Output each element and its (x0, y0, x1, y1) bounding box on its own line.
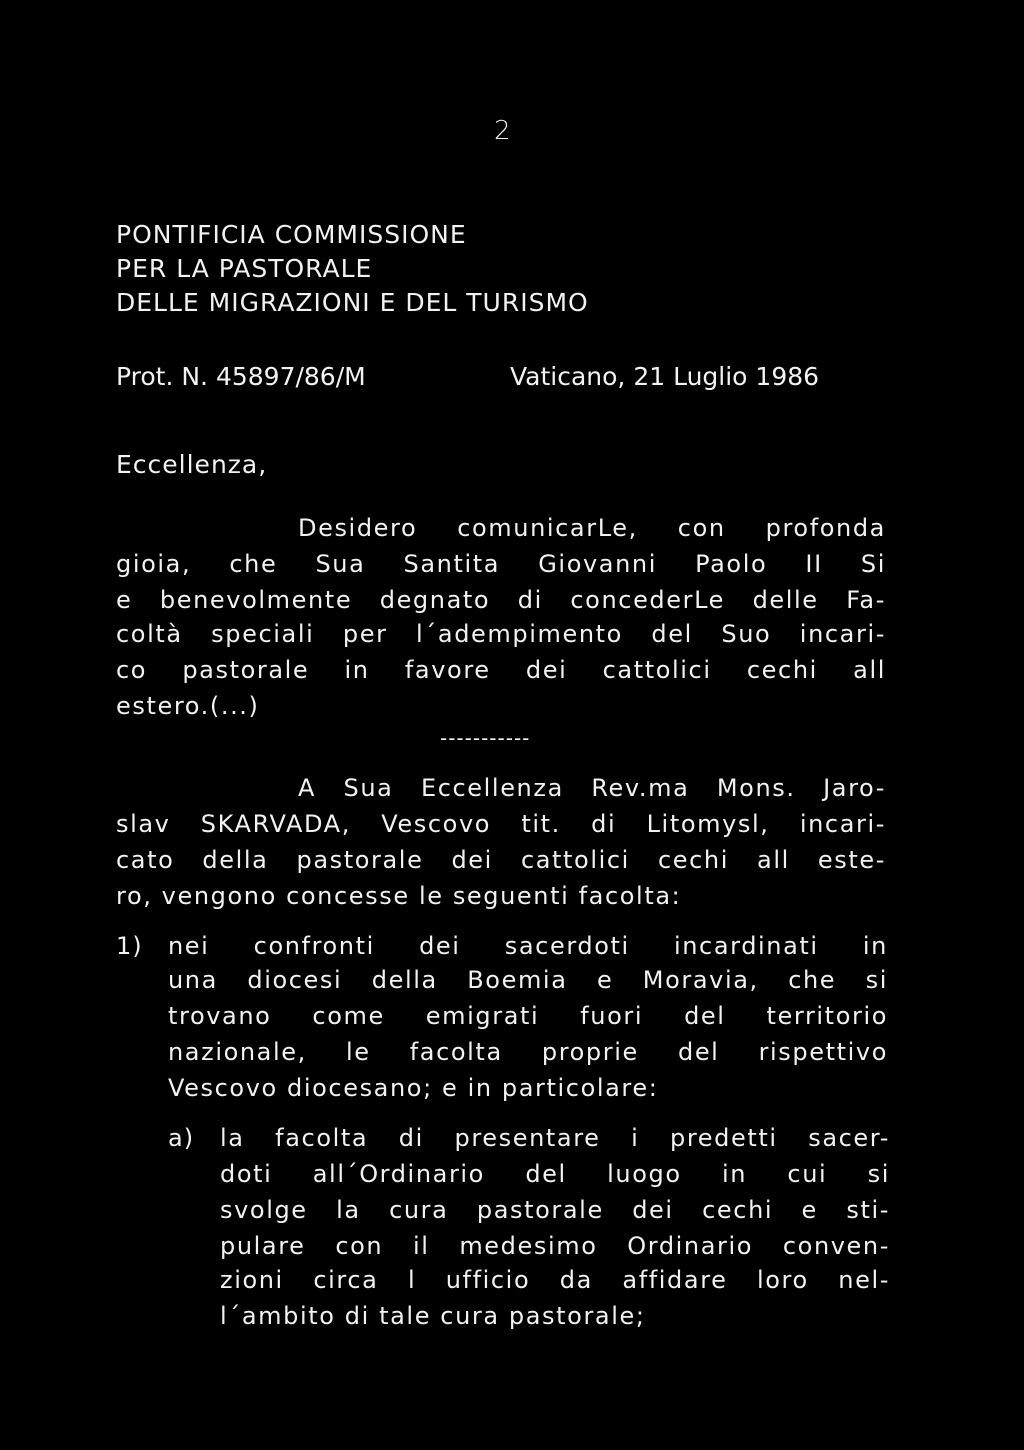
text-line: Desidero comunicarLe, con profonda (298, 514, 886, 542)
text-line: trovano come emigrati fuori del territorio (168, 1002, 888, 1030)
letterhead-line: PER LA PASTORALE (116, 254, 373, 283)
text-line: la facolta di presentare i predetti sacer- (220, 1124, 890, 1152)
text-line: e benevolmente degnato di concederLe delle Fa- (116, 586, 886, 614)
text-line: doti all´Ordinario del luogo in cui si (220, 1160, 890, 1188)
text-line: coltà speciali per l´adempimento del Suo incari- (116, 620, 886, 648)
text-line: l´ambito di tale cura pastorale; (220, 1302, 646, 1330)
separator-line: ----------- (440, 726, 531, 750)
text-line: co pastorale in favore dei cattolici cechi all (116, 656, 886, 684)
item-number: 1) (116, 932, 143, 960)
text-line: cato della pastorale dei cattolici cechi all este- (116, 846, 886, 874)
sub-item-label: a) (168, 1124, 195, 1152)
text-line: A Sua Eccellenza Rev.ma Mons. Jaro- (298, 774, 886, 802)
text-line: nazionale, le facolta proprie del rispettivo (168, 1038, 888, 1066)
salutation: Eccellenza, (116, 450, 268, 479)
text-line: pulare con il medesimo Ordinario conven- (220, 1232, 890, 1260)
text-line: ro, vengono concesse le seguenti facolta: (116, 882, 682, 910)
dateline: Vaticano, 21 Luglio 1986 (510, 362, 820, 391)
text-line: Vescovo diocesano; e in particolare: (168, 1074, 659, 1102)
text-line: slav SKARVADA, Vescovo tit. di Litomysl, incari- (116, 810, 886, 838)
letterhead-line: DELLE MIGRAZIONI E DEL TURISMO (116, 288, 589, 317)
text-line: una diocesi della Boemia e Moravia, che si (168, 966, 888, 994)
text-line: svolge la cura pastorale dei cechi e sti- (220, 1196, 890, 1224)
letterhead-line: PONTIFICIA COMMISSIONE (116, 220, 467, 249)
page-number: 2 (494, 116, 511, 146)
text-line: nei confronti dei sacerdoti incardinati in (168, 932, 888, 960)
letterhead (116, 218, 589, 320)
text-line: gioia, che Sua Santita Giovanni Paolo II Si (116, 550, 886, 578)
protocol-number: Prot. N. 45897/86/M (116, 362, 366, 391)
text-line: zioni circa l ufficio da affidare loro nel- (220, 1266, 890, 1294)
text-line: estero.(...) (116, 692, 260, 720)
